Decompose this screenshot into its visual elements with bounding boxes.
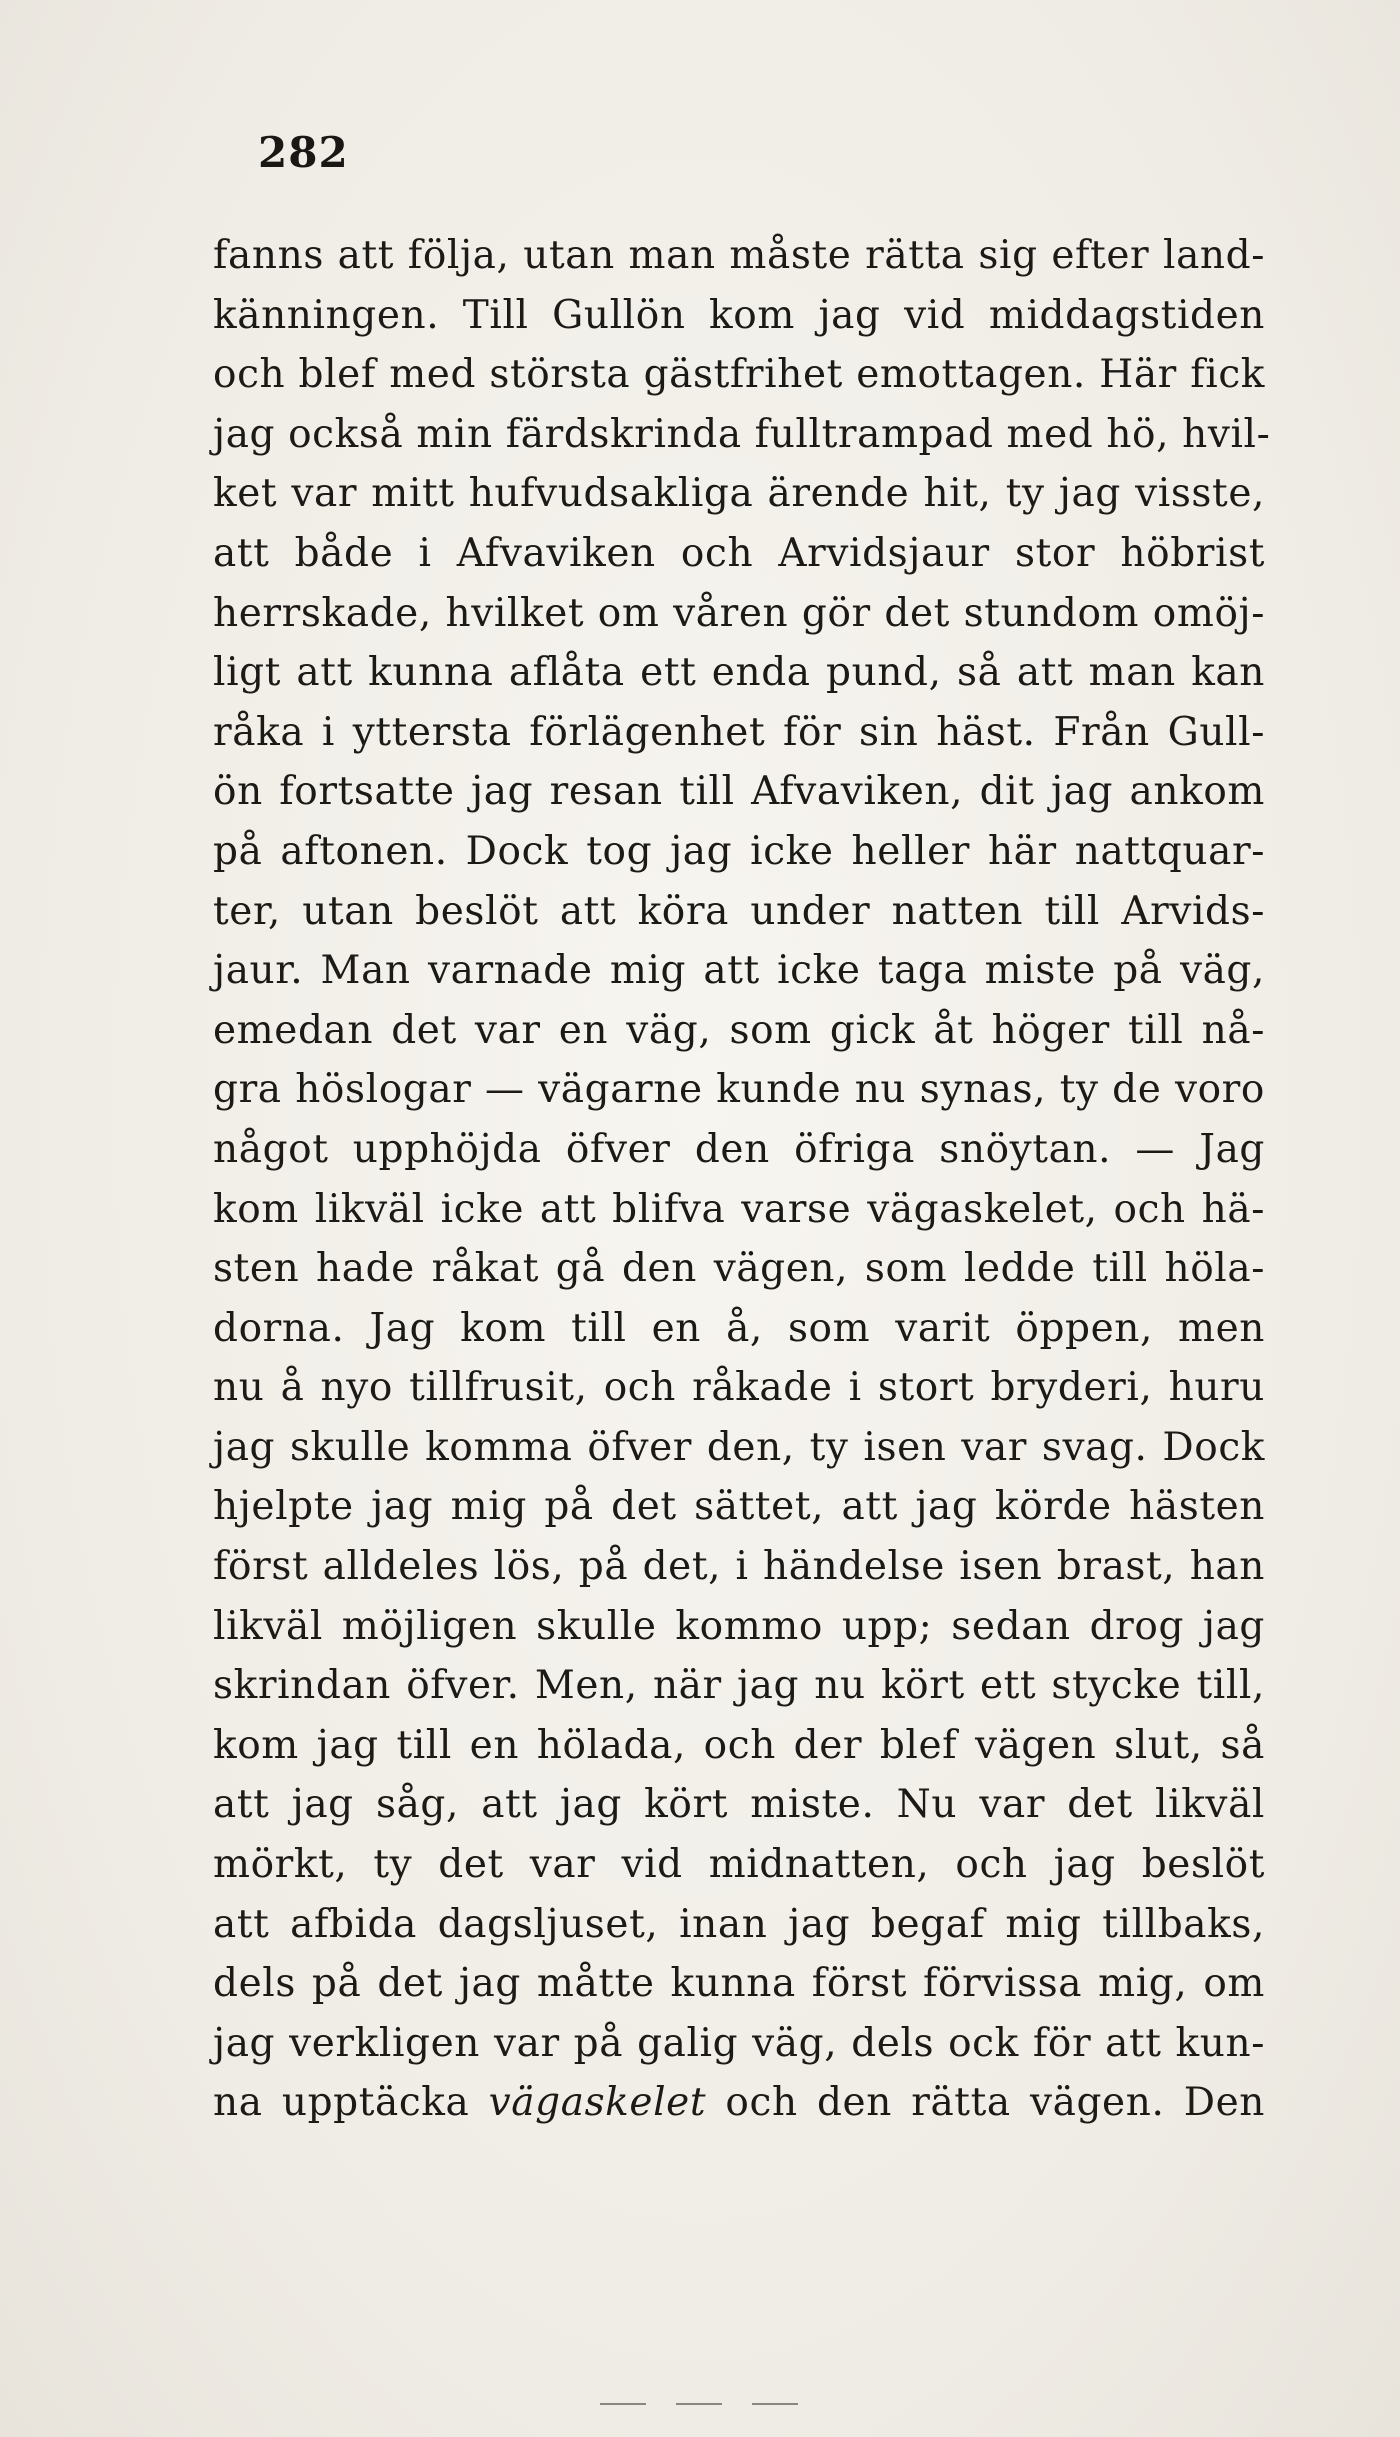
text-line: kom likväl icke att blifva varse vägaskelet, och hä- (213, 1186, 1265, 1232)
text-line: nu å nyo tillfrusit, och råkade i stort bryderi, huru (213, 1365, 1265, 1411)
text-line-final (213, 2073, 1265, 2133)
text-line: kom jag till en hölada, och der blef vägen slut, så (213, 1722, 1265, 1768)
footer-rule (600, 2403, 646, 2405)
text-line: först alldeles lös, på det, i händelse isen brast, han (213, 1544, 1265, 1590)
text-line: ön fortsatte jag resan till Afvaviken, dit jag ankom (213, 769, 1265, 815)
text-line: något upphöjda öfver den öfriga snöytan. — Jag (213, 1126, 1265, 1172)
text-line: gra höslogar — vägarne kunde nu synas, ty de voro (213, 1067, 1265, 1113)
page-number: 282 (258, 128, 349, 177)
final-line-end: och den rätta vägen. Den (706, 2080, 1266, 2126)
text-line: att afbida dagsljuset, inan jag begaf mig tillbaks, (213, 1901, 1265, 1947)
text-line: fanns att följa, utan man måste rätta sig efter land- (213, 233, 1265, 278)
final-line-start: na upptäcka (213, 2080, 489, 2126)
text-line: dorna. Jag kom till en å, som varit öppen, men (213, 1305, 1265, 1351)
body-text (213, 226, 1271, 2133)
footer-rule (752, 2403, 798, 2405)
text-line: jag skulle komma öfver den, ty isen var svag. Dock (213, 1424, 1265, 1470)
text-line: på aftonen. Dock tog jag icke heller här nattquar- (213, 828, 1265, 874)
text-line: jag verkligen var på galig väg, dels ock för att kun- (213, 2020, 1265, 2066)
text-line: ligt att kunna aflåta ett enda pund, så att man kan (213, 650, 1265, 696)
text-line: att både i Afvaviken och Arvidsjaur stor höbrist (213, 530, 1265, 576)
text-line: känningen. Till Gullön kom jag vid middagstiden (213, 292, 1265, 338)
text-line: likväl möjligen skulle kommo upp; sedan drog jag (213, 1603, 1265, 1649)
text-line: och blef med största gästfrihet emottagen. Här fick (213, 352, 1265, 398)
text-line: dels på det jag måtte kunna först förvissa mig, om (213, 1961, 1265, 2007)
text-line: ter, utan beslöt att köra under natten till Arvids- (213, 888, 1265, 934)
text-line: sten hade råkat gå den vägen, som ledde till höla- (213, 1246, 1265, 1292)
text-line: skrindan öfver. Men, när jag nu kört ett stycke till, (213, 1663, 1265, 1709)
text-line: emedan det var en väg, som gick åt höger till nå- (213, 1007, 1265, 1053)
text-line: råka i yttersta förlägenhet för sin häst. Från Gull- (213, 709, 1265, 755)
text-line: herrskade, hvilket om våren gör det stundom omöj- (213, 590, 1265, 636)
footer-rule (676, 2403, 722, 2405)
text-line: hjelpte jag mig på det sättet, att jag körde hästen (213, 1484, 1265, 1530)
text-line: mörkt, ty det var vid midnatten, och jag beslöt (213, 1842, 1265, 1888)
text-line: att jag såg, att jag kört miste. Nu var det likväl (213, 1782, 1265, 1828)
text-line: jaur. Man varnade mig att icke taga miste på väg, (213, 948, 1265, 994)
text-line: jag också min färdskrinda fulltrampad med hö, hvil- (213, 411, 1271, 457)
text-line: ket var mitt hufvudsakliga ärende hit, ty jag visste, (213, 471, 1265, 517)
italic-word: vägaskelet (488, 2080, 707, 2126)
